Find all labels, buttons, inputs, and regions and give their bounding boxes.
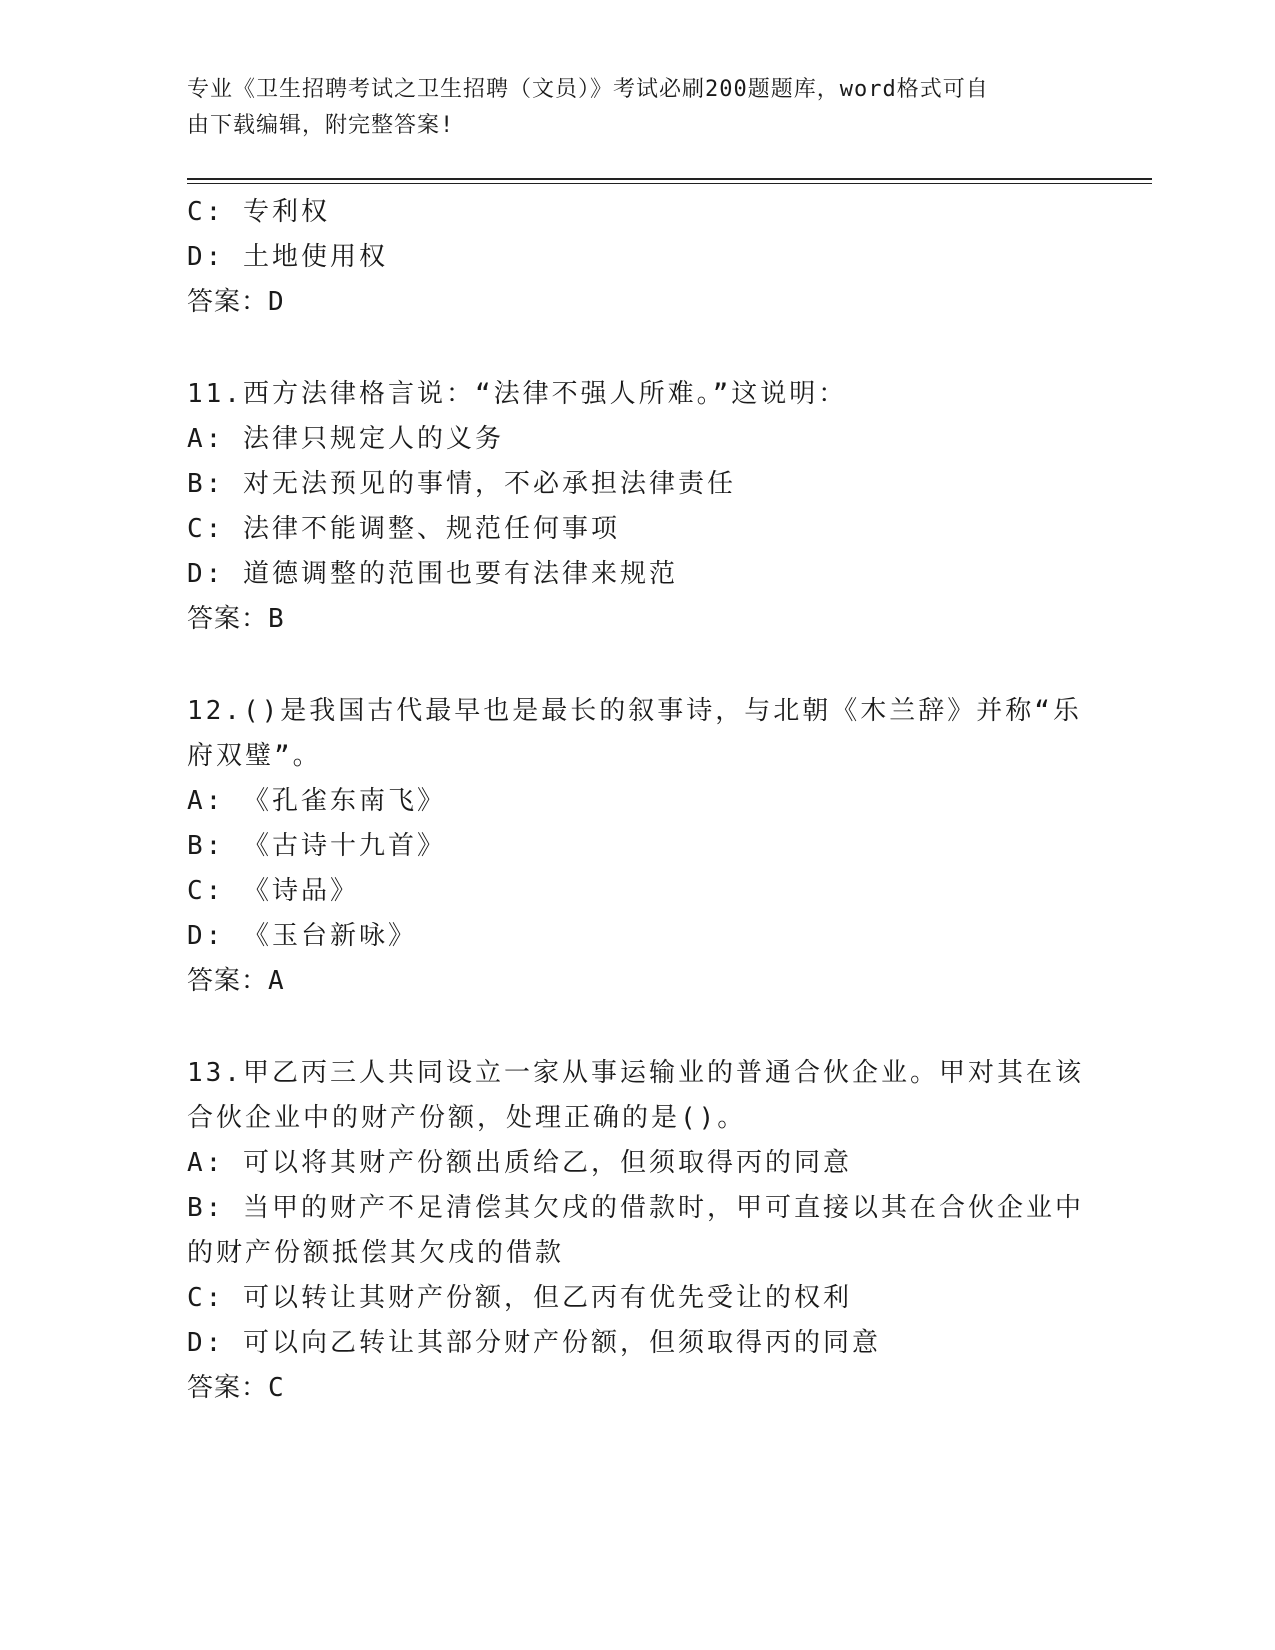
answer-line: 答案：A <box>187 966 285 996</box>
answer-line: 答案：B <box>187 604 285 634</box>
header-line-1: 专业《卫生招聘考试之卫生招聘（文员）》考试必刷200题题库，word格式可自 <box>187 77 989 102</box>
option-b: B: 《古诗十九首》 <box>187 831 446 861</box>
question-stem-line-1: 12.()是我国古代最早也是最长的叙事诗，与北朝《木兰辞》并称“乐 <box>187 696 1082 726</box>
question-13 <box>187 1051 1087 1411</box>
question-10-fragment <box>187 190 1087 325</box>
answer-line: 答案：C <box>187 1373 285 1403</box>
answer-line: 答案：D <box>187 287 285 317</box>
option-b-line-1: B: 当甲的财产不足清偿其欠戌的借款时，甲可直接以其在合伙企业中 <box>187 1193 1084 1223</box>
option-a: A: 《孔雀东南飞》 <box>187 786 446 816</box>
option-b-line-2: 的财产份额抵偿其欠戌的借款 <box>187 1238 565 1268</box>
option-c: C: 可以转让其财产份额，但乙丙有优先受让的权利 <box>187 1283 852 1313</box>
spacer <box>187 1004 1087 1051</box>
page-header <box>187 72 1067 144</box>
spacer <box>187 642 1087 689</box>
question-11 <box>187 372 1087 642</box>
option-c: C: 专利权 <box>187 197 330 227</box>
option-b: B: 对无法预见的事情，不必承担法律责任 <box>187 469 736 499</box>
question-stem-line-1: 13.甲乙丙三人共同设立一家从事运输业的普通合伙企业。甲对其在该 <box>187 1058 1084 1088</box>
spacer <box>187 325 1087 372</box>
question-stem-line-2: 合伙企业中的财产份额，处理正确的是()。 <box>187 1103 747 1133</box>
option-d: D: 《玉台新咏》 <box>187 921 417 951</box>
header-rule-thick <box>187 178 1152 180</box>
header-line-2: 由下载编辑，附完整答案! <box>187 113 455 138</box>
question-stem: 11.西方法律格言说：“法律不强人所难。”这说明： <box>187 379 848 409</box>
option-a: A: 法律只规定人的义务 <box>187 424 504 454</box>
option-d: D: 土地使用权 <box>187 242 388 272</box>
question-list <box>187 190 1087 1411</box>
option-a: A: 可以将其财产份额出质给乙，但须取得丙的同意 <box>187 1148 852 1178</box>
question-12 <box>187 689 1087 1004</box>
question-stem-line-2: 府双璧”。 <box>187 741 322 771</box>
option-d: D: 可以向乙转让其部分财产份额，但须取得丙的同意 <box>187 1328 881 1358</box>
option-c: C: 《诗品》 <box>187 876 359 906</box>
option-d: D: 道德调整的范围也要有法律来规范 <box>187 559 678 589</box>
option-c: C: 法律不能调整、规范任何事项 <box>187 514 620 544</box>
header-rule-thin <box>187 183 1152 184</box>
